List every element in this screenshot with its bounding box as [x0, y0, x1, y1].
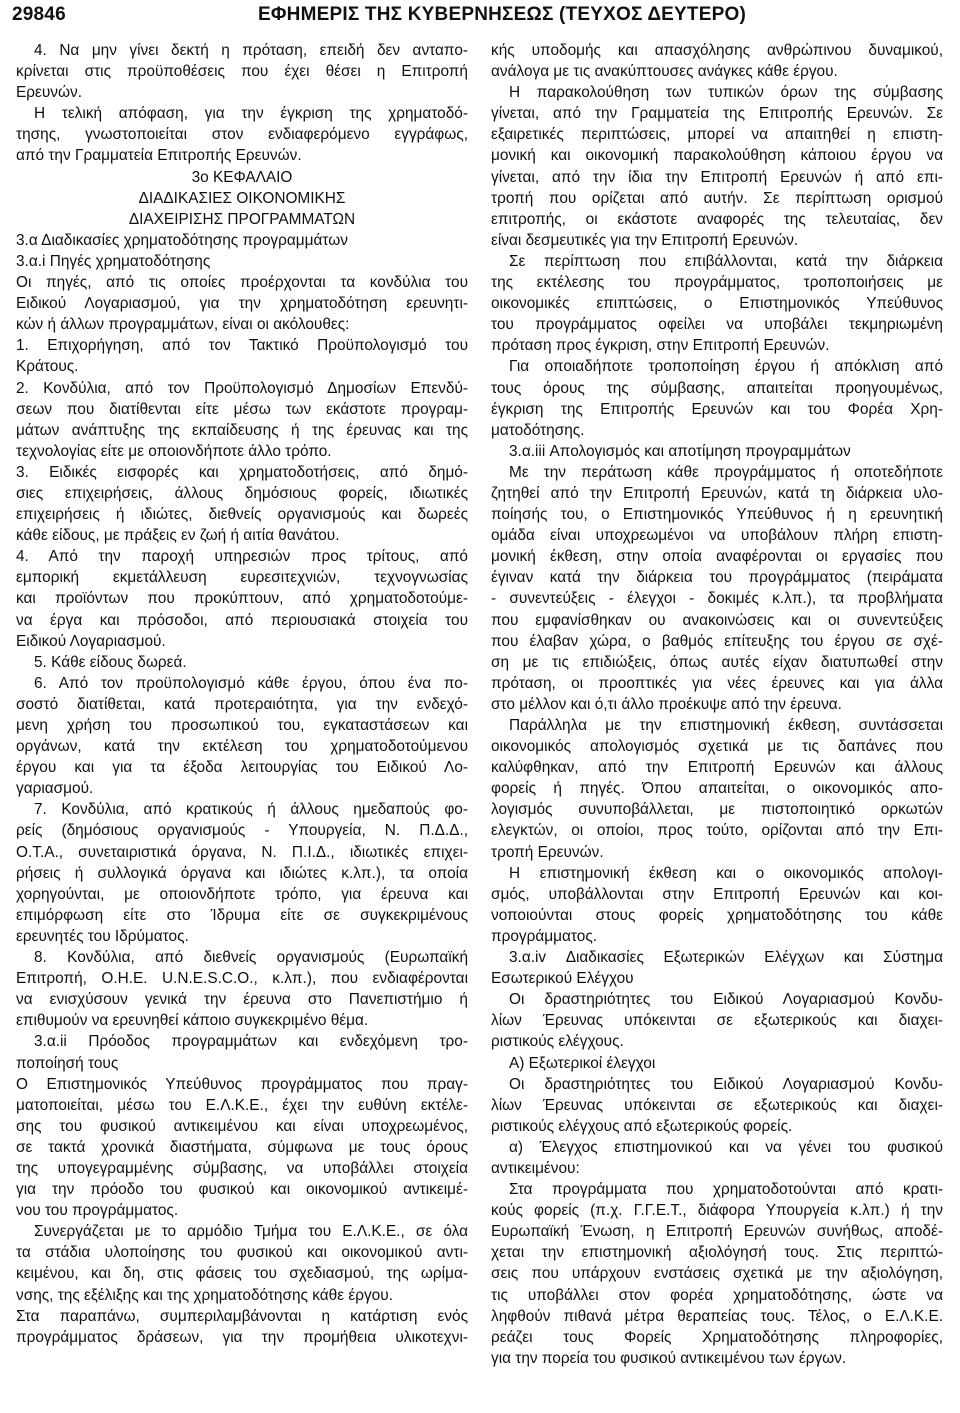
- text-line: οικονομικός απολογισμός σχετικά με τις δαπάνες που: [491, 738, 943, 756]
- text-line: αντικειμένου:: [491, 1159, 580, 1177]
- text-line: χεται την επιστημονική αξιολόγησή τους. Στις περιπτώ-: [491, 1244, 943, 1262]
- text-line: της εκτέλεσης του προγράμματος, τροποποιήσεις με: [491, 274, 943, 292]
- text-line: ομάδα είναι υποχρεωμένοι να υποβάλουν πλήρη επιστη-: [491, 527, 943, 545]
- text-line: ρήσεις ή συλλογικά όργανα και ιδιώτες κ.λπ.), τα οποία: [16, 864, 468, 882]
- text-line: που έλαβαν χώρα, ο βαθμός επίτευξης του έργου σε σχέ-: [491, 632, 943, 650]
- text-line: έγιναν κατά την διάρκεια του προγράμματος (πειράματα: [491, 569, 943, 587]
- text-line: μάτων ανάπτυξης της εκπαίδευσης ή της έρευνας και της: [16, 421, 468, 439]
- text-line: ριστικούς ελέγχους από εξωτερικούς φορείς.: [491, 1117, 793, 1135]
- text-line: 4. Από την παροχή υπηρεσιών προς τρίτους, από: [16, 548, 468, 566]
- text-line: στο μέλλον και ό,τι άλλο προέκυψε από την έρευνα.: [491, 695, 842, 713]
- text-line: Συνεργάζεται με το αρμόδιο Τμήμα του Ε.Λ.Κ.Ε., σε όλα: [34, 1223, 468, 1241]
- text-line: σε τακτά χρονικά διαστήματα, σύμφωνα με τους όρους: [16, 1138, 468, 1156]
- text-line: τις υποβάλλει στον φορέα χρηματοδότησης, ώστε να: [491, 1286, 943, 1304]
- text-line: σεων που διατίθενται είτε μέσω των εκάστοτε προγραμ-: [16, 400, 468, 418]
- text-line: τροπή που ορίζεται από αυτήν. Σε περίπτωση ορισμού: [491, 189, 943, 207]
- text-line: 4. Να μην γίνει δεκτή η πρόταση, επειδή δεν ανταπο-: [34, 42, 468, 59]
- text-line: πρόταση προς έγκριση, στην Επιτροπή Ερευνών.: [491, 337, 830, 355]
- text-line: έργου και για τα έξοδα λειτουργίας του Ειδικού Λο-: [16, 759, 468, 777]
- chapter-heading-line: ΔΙΑΧΕΙΡΙΣΗΣ ΠΡΟΓΡΑΜΜΑΤΩΝ: [128, 210, 356, 228]
- text-line: Παράλληλα με την επιστημονική έκθεση, συντάσσεται: [509, 717, 943, 734]
- text-line: προγράμματος.: [491, 927, 598, 945]
- text-line: και προϊόντων που προκύπτουν, από χρηματοδοτούμε-: [16, 590, 468, 608]
- text-line: Οι πηγές, από τις οποίες προέρχονται τα κονδύλια του: [16, 274, 468, 292]
- text-line: Α) Εξωτερικοί έλεγχοι: [509, 1054, 656, 1072]
- text-line: μενη χρήση του προσωπικού του, εγκαταστάσεων και: [16, 717, 468, 734]
- text-line: Η επιστημονική έκθεση και ο οικονομικός απολογι-: [509, 864, 943, 882]
- text-line: Σε περίπτωση που επιβάλλονται, κατά την διάρκεια: [509, 252, 943, 270]
- text-line: γίνεται, από την ίδια την Επιτροπή Ερευνών ή από επι-: [491, 168, 943, 186]
- text-line: ριστικούς ελέγχους.: [491, 1033, 624, 1051]
- text-line: σης του φυσικού αντικειμένου και είναι υποχρεωμένος,: [16, 1117, 468, 1135]
- text-line: σοστό διατίθεται, κατά προτεραιότητα, για την ενδεχό-: [16, 695, 468, 713]
- text-line: τους όρους της σύμβασης, απαιτείται προηγουμένως,: [491, 379, 943, 397]
- text-line: Με την περάτωση κάθε προγράμματος ή οποτεδήποτε: [509, 463, 943, 481]
- text-line: καλύφθηκαν, από την Επιτροπή Ερευνών και άλλους: [491, 759, 943, 777]
- text-line: ποίησής του, ο Επιστημονικός Υπεύθυνος ή η ερευνητική: [491, 506, 943, 524]
- text-line: Στα προγράμματα που χρηματοδοτούνται από κρατι-: [509, 1181, 943, 1199]
- text-line: επιτροπής, οι εκάστοτε αναφορές της τελευταίας, δεν: [491, 210, 943, 228]
- text-line: σμός, υποβάλλονται στην Επιτροπή Ερευνών και κοι-: [491, 885, 943, 903]
- text-line: 3.α.i Πηγές χρηματοδότησης: [16, 252, 211, 270]
- text-line: 3.α Διαδικασίες χρηματοδότησης προγραμμάτων: [16, 231, 348, 249]
- text-line: επιμόρφωση είτε στο Ίδρυμα είτε σε συγκεκριμένους: [16, 906, 468, 924]
- text-line: Η τελική απόφαση, για την έγκριση της χρηματοδό-: [34, 105, 468, 123]
- page-number: 29846: [12, 4, 66, 25]
- text-line: τροπή Ερευνών.: [491, 843, 604, 861]
- text-line: μονική και οικονομική παρακολούθηση κάποιου έργου να: [491, 147, 943, 165]
- text-line: 1. Επιχορήγηση, από τον Τακτικό Προϋπολογισμό του: [16, 337, 468, 355]
- text-line: 5. Κάθε είδους δωρεά.: [34, 653, 187, 671]
- text-line: Οι δραστηριότητες του Ειδικού Λογαριασμού Κονδυ-: [509, 1075, 943, 1093]
- text-line: ληφθούν πιθανά μέτρα θεραπείας τους. Τέλος, ο Ε.Λ.Κ.Ε.: [491, 1307, 943, 1325]
- page-header: [0, 0, 960, 36]
- text-line: Οι δραστηριότητες του Ειδικού Λογαριασμού Κονδυ-: [509, 991, 943, 1009]
- text-line: νοποιούνται στους φορείς χρηματοδότησης του κάθε: [491, 906, 943, 924]
- text-line: κούς φορείς (π.χ. Γ.Γ.Ε.Τ., διάφορα Υπουργεία κ.λπ.) ή την: [491, 1202, 943, 1220]
- text-line: λίων Έρευνας υπόκεινται σε εξωτερικούς και διαχει-: [491, 1012, 943, 1030]
- text-line: κειμένου, και δη, στις φάσεις του σχεδιασμού, της ωρίμα-: [16, 1265, 468, 1283]
- text-line: 3.α.ii Πρόοδος προγραμμάτων και ενδεχόμενη τρο-: [34, 1033, 468, 1051]
- text-line: λογισμός συνυποβάλλεται, με πιστοποιητικό ορκωτών: [491, 801, 943, 819]
- text-line: της υπογεγραμμένης σύμβασης, να υποβάλλει στοιχεία: [16, 1159, 468, 1177]
- text-line: για την πορεία του φυσικού αντικειμένου των έργων.: [491, 1349, 847, 1367]
- text-line: έγκριση της Επιτροπής Ερευνών και του Φορέα Χρη-: [491, 400, 943, 418]
- text-line: κρίνεται στις προϋποθέσεις που έχει θέσει η Επιτροπή: [16, 63, 468, 81]
- text-line: είναι δεσμευτικές για την Επιτροπή Ερευνών.: [491, 231, 799, 249]
- text-line: ρεάζει τους Φορείς Χρηματοδότησης πληροφορίες,: [491, 1328, 943, 1346]
- text-line: 6. Από τον προϋπολογισμό κάθε έργου, όπου ένα πο-: [34, 674, 468, 692]
- text-line: οικονομικές επιπτώσεις, ο Επιστημονικός Υπεύθυνος: [491, 295, 943, 313]
- text-line: εμπορική εκμετάλλευση ευρεσιτεχνιών, τεχνογνωσίας: [16, 569, 468, 587]
- text-line: 3.α.iii Απολογισμός και αποτίμηση προγραμμάτων: [509, 442, 851, 460]
- text-line: λίων Έρευνας υπόκεινται σε εξωτερικούς και διαχει-: [491, 1096, 943, 1114]
- text-line: χορηγούνται, με οποιονδήποτε τρόπο, για έρευνα και: [16, 885, 468, 903]
- text-line: - συνεντεύξεις - έλεγχοι - δοκιμές κ.λπ.), τα προβλήματα: [491, 590, 943, 608]
- text-line: κών ή άλλων προγραμμάτων, είναι οι ακόλουθες:: [16, 316, 350, 334]
- text-line: ποποίησή τους: [16, 1054, 119, 1072]
- text-line: του προγράμματος οφείλει να υποβάλει τεκμηριωμένη: [491, 316, 943, 334]
- text-line: για την πρόοδο του φυσικού και οικονομικού αντικειμέ-: [16, 1181, 468, 1199]
- text-line: ματοδότησης.: [491, 421, 585, 439]
- text-line: προγράμματος δράσεων, για την προμήθεια υλικοτεχνι-: [16, 1328, 468, 1346]
- text-line: που εμφανίσθηκαν ου ανακοινώσεις και οι συνεντεύξεις: [491, 611, 943, 629]
- text-line: τεχνολογίας είτε με οποιονδήποτε άλλο τρόπο.: [16, 442, 332, 460]
- text-line: οργάνων, κατά την εκτέλεση του χρηματοδοτούμενου: [16, 738, 468, 756]
- left-column: [16, 40, 468, 1348]
- chapter-heading-line: 3ο ΚΕΦΑΛΑΙΟ: [191, 168, 293, 186]
- text-line: Στα παραπάνω, συμπεριλαμβάνονται η κατάρτιση ενός: [16, 1307, 468, 1325]
- text-line: 7. Κονδύλια, από κρατικούς ή άλλους ημεδαπούς φο-: [34, 801, 468, 819]
- text-line: από την Γραμματεία Επιτροπής Ερευνών.: [16, 147, 302, 165]
- text-line: 3. Ειδικές εισφορές και χρηματοδοτήσεις, από δημό-: [16, 463, 468, 481]
- text-line: ανάλογα με τις ανακύπτουσες ανάγκες κάθε έργου.: [491, 63, 838, 81]
- text-line: ρείς (δημόσιους οργανισμούς - Υπουργεία, Ν. Π.Δ.Δ.,: [16, 822, 468, 840]
- text-line: εξαιρετικές περιπτώσεις, μπορεί να απαιτηθεί η επιστη-: [491, 126, 943, 144]
- text-line: α) Έλεγχος επιστημονικού και να γένει του φυσικού: [509, 1138, 943, 1156]
- text-line: φορείς ή πηγές. Όπου απαιτείται, ο οικονομικός απο-: [491, 780, 943, 798]
- text-line: Ευρωπαϊκή Ένωση, η Επιτροπή Ερευνών συνήθως, αποδέ-: [491, 1223, 943, 1241]
- text-line: ζητηθεί από την Επιτροπή Ερευνών, κατά τη διάρκεια υλο-: [491, 484, 943, 502]
- chapter-heading-line: ΔΙΑΔΙΚΑΣΙΕΣ ΟΙΚΟΝΟΜΙΚΗΣ: [138, 189, 346, 207]
- text-line: 2. Κονδύλια, από τον Προϋπολογισμό Δημοσίων Επενδύ-: [16, 379, 468, 397]
- text-line: γαριασμού.: [16, 780, 94, 798]
- text-line: κάθε είδους, με πράξεις εν ζωή ή αιτία θανάτου.: [16, 527, 340, 545]
- text-line: τα στάδια υλοποίησης του φυσικού και οικονομικού αντι-: [16, 1244, 468, 1262]
- text-line: Εσωτερικού Ελέγχου: [491, 970, 634, 988]
- text-line: πρόταση, οι προοπτικές για νέες έρευνες και για άλλα: [491, 674, 943, 692]
- text-line: επιθυμούν να ερευνηθεί κάποιο συγκεκριμένο θέμα.: [16, 1012, 369, 1030]
- right-column: [491, 40, 943, 1369]
- text-line: Ερευνών.: [16, 84, 82, 102]
- text-line: να έργα και πρόσοδοι, από περιουσιακά στοιχεία του: [16, 611, 468, 629]
- journal-title: ΕΦΗΜΕΡΙΣ ΤΗΣ ΚΥΒΕΡΝΗΣΕΩΣ (ΤΕΥΧΟΣ ΔΕΥΤΕΡΟ): [258, 4, 746, 25]
- text-line: κής υποδομής και απασχόλησης ανθρώπινου δυναμικού,: [491, 42, 943, 59]
- text-line: Ο.Τ.Α., συνεταιριστικά όργανα, Ν. Π.Ι.Δ., ιδιωτικές επιχει-: [16, 843, 468, 861]
- text-line: ση με τις επιδιώξεις, όπως αυτές είχαν διατυπωθεί στην: [491, 653, 943, 671]
- text-line: Ειδικού Λογαριασμού, για την χρηματοδότηση ερευνητι-: [16, 295, 468, 313]
- text-line: ματοποιείται, μέσω του Ε.Λ.Κ.Ε., έχει την ευθύνη εκτέλε-: [16, 1096, 468, 1114]
- text-line: σιες επιχειρήσεις, άλλους δημόσιους φορείς, ιδιωτικές: [16, 484, 468, 502]
- text-line: νσης, της εξέλιξης και της χρηματοδότησης κάθε έργου.: [16, 1286, 393, 1304]
- text-line: νου του προγράμματος.: [16, 1202, 179, 1220]
- text-line: Ειδικού Λογαριασμού.: [16, 632, 166, 650]
- text-line: τησης, γνωστοποιείται στον ενδιαφερόμενο εγγράφως,: [16, 126, 468, 144]
- text-line: σεις που υπάρχουν ενστάσεις σχετικά με την αξιολόγηση,: [491, 1265, 943, 1283]
- text-line: 8. Κονδύλια, από διεθνείς οργανισμούς (Ευρωπαϊκή: [34, 949, 468, 967]
- text-line: γίνεται, από την Γραμματεία της Επιτροπής Ερευνών. Σε: [491, 105, 943, 123]
- text-line: Κράτους.: [16, 358, 79, 376]
- text-line: Ο Επιστημονικός Υπεύθυνος προγράμματος που πραγ-: [16, 1075, 468, 1093]
- text-line: Η παρακολούθηση των τυπικών όρων της σύμβασης: [509, 84, 943, 102]
- text-line: να ενισχύσουν γενικά την έρευνα στο Πανεπιστήμιο ή: [16, 991, 468, 1009]
- text-line: επιχειρήσεις ή ιδιώτες, διεθνείς οργανισμούς και δωρεές: [16, 506, 468, 524]
- text-line: ελεγκτών, οι οποίοι, προς τούτο, ορίζονται από την Επι-: [491, 822, 943, 840]
- text-line: Για οποιαδήποτε τροποποίηση έργου ή απόκλιση από: [509, 358, 943, 376]
- text-line: 3.α.iv Διαδικασίες Εξωτερικών Ελέγχων και Σύστημα: [509, 949, 943, 967]
- text-line: ερευνητές του Ιδρύματος.: [16, 927, 189, 945]
- text-line: μονική έκθεση, στην οποία αναφέρονται οι εργασίες που: [491, 548, 943, 566]
- text-line: Επιτροπή, Ο.Η.Ε. U.N.E.S.C.O., κ.λπ.), που ενδιαφέρονται: [16, 970, 468, 988]
